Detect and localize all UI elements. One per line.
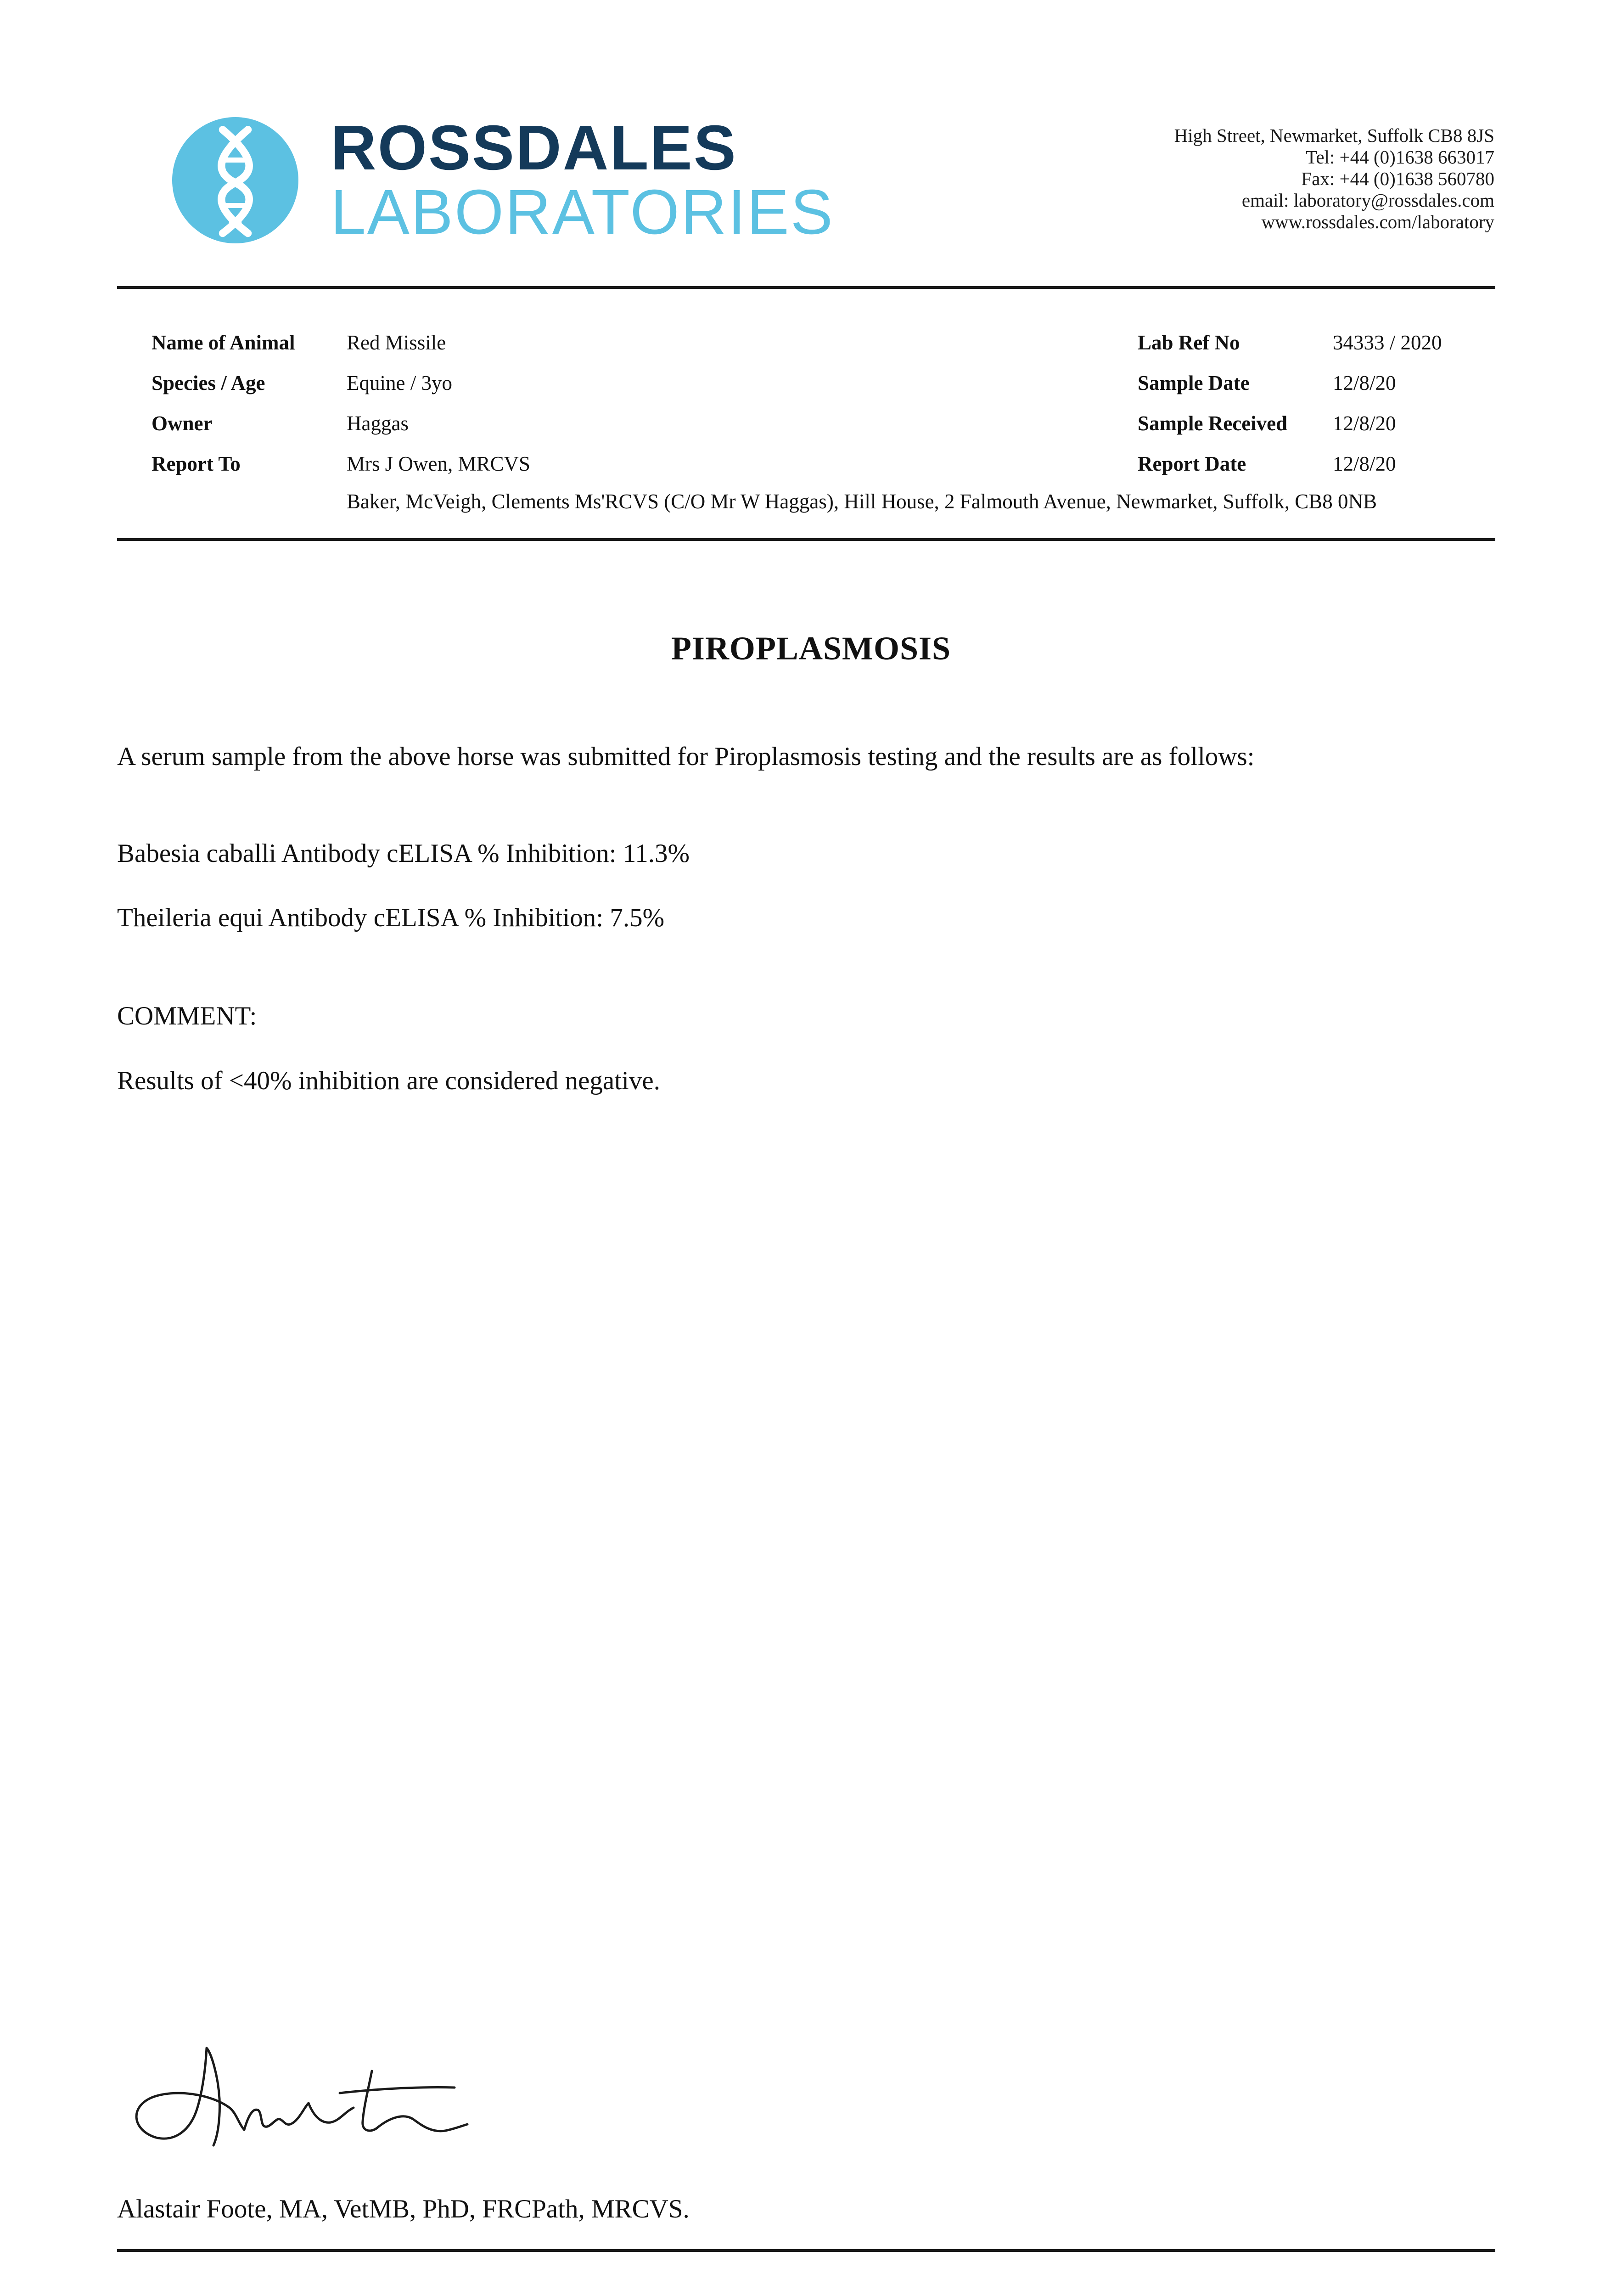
info-divider: [117, 538, 1495, 541]
report-to-value: Mrs J Owen, MRCVS: [347, 452, 531, 475]
comment-heading: COMMENT:: [117, 1002, 257, 1030]
report-title: PIROPLASMOSIS: [671, 630, 951, 667]
report-to-label: Report To: [152, 452, 241, 475]
report-date-label: Report Date: [1138, 452, 1246, 475]
sample-received-label: Sample Received: [1138, 412, 1288, 435]
lab-ref-value: 34333 / 2020: [1333, 331, 1442, 354]
website-line: www.rossdales.com/laboratory: [1261, 211, 1494, 232]
sample-date-label: Sample Date: [1138, 371, 1250, 394]
signatory-name: Alastair Foote, MA, VetMB, PhD, FRCPath, MRCVS.: [117, 2195, 690, 2223]
species-age-value: Equine / 3yo: [347, 371, 452, 394]
email-line: email: laboratory@rossdales.com: [1241, 190, 1494, 211]
owner-label: Owner: [152, 412, 213, 435]
logo-wordmark-line1: ROSSDALES: [331, 113, 737, 183]
fax-line: Fax: +44 (0)1638 560780: [1301, 168, 1494, 189]
telephone-line: Tel: +44 (0)1638 663017: [1306, 146, 1494, 168]
handwritten-signature: [124, 2039, 473, 2163]
report-to-address: Baker, McVeigh, Clements Ms'RCVS (C/O Mr W Haggas), Hill House, 2 Falmouth Avenue, Newmarket, Suffolk, CB8 0NB: [347, 490, 1377, 513]
address-line: High Street, Newmarket, Suffolk CB8 8JS: [1174, 125, 1494, 146]
header-divider: [117, 286, 1495, 289]
result-babesia: Babesia caballi Antibody cELISA % Inhibition: 11.3%: [117, 839, 690, 868]
animal-name-value: Red Missile: [347, 331, 446, 354]
owner-value: Haggas: [347, 412, 409, 435]
report-date-value: 12/8/20: [1333, 452, 1396, 475]
dna-helix-icon: [172, 117, 298, 243]
footer-divider: [117, 2249, 1495, 2252]
logo-wordmark-line2: LABORATORIES: [331, 177, 834, 248]
result-theileria: Theileria equi Antibody cELISA % Inhibition: 7.5%: [117, 903, 665, 932]
animal-name-label: Name of Animal: [152, 331, 295, 354]
lab-ref-label: Lab Ref No: [1138, 331, 1240, 354]
sample-received-value: 12/8/20: [1333, 412, 1396, 435]
sample-date-value: 12/8/20: [1333, 371, 1396, 394]
species-age-label: Species / Age: [152, 371, 265, 394]
contact-block: [1174, 125, 1494, 233]
report-intro: A serum sample from the above horse was submitted for Piroplasmosis testing and the results are as follows:: [117, 742, 1255, 771]
comment-text: Results of <40% inhibition are considered negative.: [117, 1066, 660, 1095]
company-logo: [172, 113, 834, 248]
